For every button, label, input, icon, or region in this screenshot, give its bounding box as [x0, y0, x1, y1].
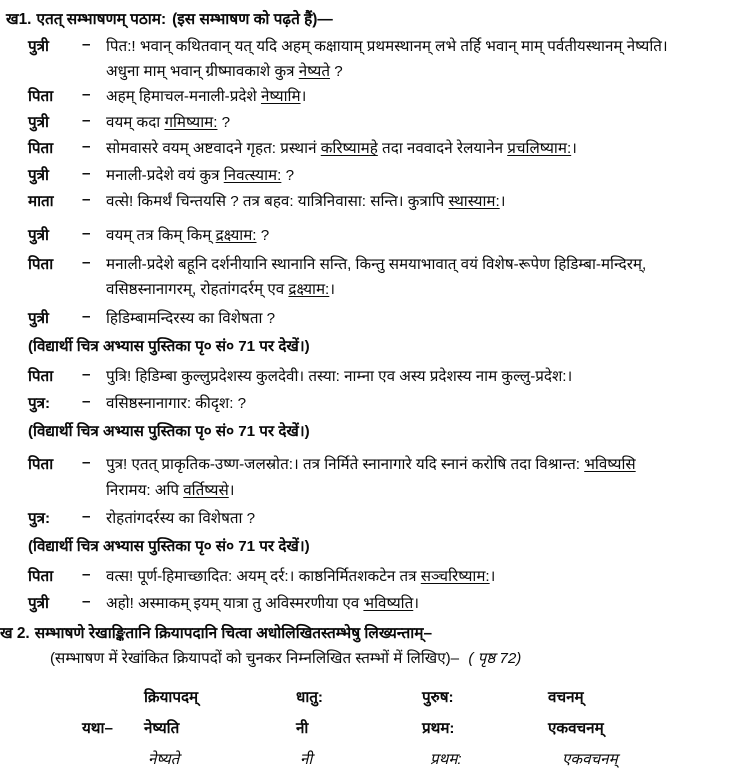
dialogue-text-continued	[6, 279, 335, 299]
speaker-label: पुत्र:	[28, 395, 51, 412]
example-label: यथा–	[82, 720, 113, 737]
verb-analysis-table	[60, 687, 722, 780]
dialogue-line	[6, 308, 733, 328]
speaker-dash: –	[82, 86, 91, 103]
underlined-verb: गमिष्याम:	[164, 114, 218, 131]
dialogue-text: हिडिम्बामन्दिरस्य का विशेषता ?	[106, 310, 276, 327]
dialogue-line	[6, 508, 733, 528]
speaker-label: पुत्री	[28, 38, 49, 55]
dialogue-text: अधुना माम् भवान् ग्रीष्मावकाशे कुत्र नेष्यते ?	[106, 63, 343, 80]
speaker-dash: –	[82, 112, 91, 129]
underlined-verb: प्रचलिष्याम:	[507, 140, 572, 157]
speaker-label: पिता	[28, 568, 54, 585]
underlined-verb: सञ्चरिष्याम:	[420, 568, 490, 585]
page-reference: ( पृष्ठ 72)	[468, 650, 522, 667]
cell-purusha: प्रथम:	[430, 751, 462, 768]
dialogue-text: वत्से! किमर्थं चिन्तयसि ? तत्र बहव: यात्रिनिवासा: सन्ति। कुत्रापि स्थास्याम:।	[106, 193, 506, 210]
speaker-label: पुत्री	[28, 167, 49, 184]
table-header-row	[82, 687, 722, 718]
dialogue-text: मनाली-प्रदेशे बहूनि दर्शनीयानि स्थानानि सन्ति, किन्तु समयाभावात् वयं विशेष-रूपेण हिडिम्बा-मन्दिरम्,	[106, 256, 647, 273]
dialogue-line	[6, 254, 733, 274]
dialogue-line	[6, 393, 733, 413]
underlined-verb: वर्तिष्यसे	[183, 482, 229, 499]
dialogue-text: वत्स! पूर्ण-हिमाच्छादित: अयम् दर्र:। काष्ठनिर्मितशकटेन तत्र सञ्चरिष्याम:।	[106, 568, 496, 585]
cell-kriyapadam: नेष्यते	[148, 751, 180, 768]
dialogue-line	[6, 112, 733, 132]
exercise1-number: ख1.	[6, 11, 32, 28]
dialogue-text: वयम् तत्र किम् किम् द्रक्ष्याम: ?	[106, 227, 270, 244]
dialogue-line	[6, 86, 733, 106]
cell-dhatu: नी	[300, 751, 313, 768]
dialogue-text-continued	[6, 61, 343, 81]
underlined-verb: नेष्यामि	[260, 88, 301, 105]
exercise1-prompt-hindi: (इस सम्भाषण को पढ़ते हैं)—	[172, 11, 333, 28]
workbook-note: (विद्यार्थी चित्र अभ्यास पुस्तिका पृ० सं० 71 पर देखें।)	[28, 423, 310, 440]
underlined-verb: निवत्स्याम:	[223, 167, 282, 184]
dialogue-line	[6, 138, 733, 158]
exercise2-number: ख 2.	[0, 625, 30, 642]
speaker-label: पुत्र:	[28, 510, 51, 527]
column-header-kriyapadam: क्रियापदम्	[144, 689, 199, 706]
dialogue-line	[6, 165, 733, 185]
dialogue-text: पुत्रि! हिडिम्बा कुल्लुप्रदेशस्य कुलदेवी। तस्या: नाम्ना एव अस्य प्रदेशस्य नाम कुल्लु-प्रदेश:।	[106, 368, 573, 385]
column-header-purusha: पुरुष:	[422, 689, 454, 706]
dialogue-text: वसिष्ठस्नानागरम्, रोहतांगदर्रम् एव द्रक्ष्याम:।	[106, 281, 336, 298]
exercise2-heading	[0, 622, 432, 643]
underlined-verb: भविष्यति	[363, 595, 414, 612]
dialogue-line	[6, 36, 733, 56]
speaker-label: पिता	[28, 88, 54, 105]
column-header-vachanam: वचनम्	[548, 689, 584, 706]
speaker-dash: –	[82, 225, 91, 242]
exercise2-prompt-hindi: (सम्भाषण में रेखांकित क्रियापदों को चुनकर निम्नलिखित स्तम्भों में लिखिए)–	[50, 650, 460, 667]
speaker-dash: –	[82, 165, 91, 182]
speaker-dash: –	[82, 593, 91, 610]
workbook-note: (विद्यार्थी चित्र अभ्यास पुस्तिका पृ० सं० 71 पर देखें।)	[28, 538, 310, 555]
dialogue-text: वसिष्ठस्नानागार: कीदृश: ?	[106, 395, 247, 412]
underlined-verb: स्थास्याम:	[448, 193, 500, 210]
speaker-label: पुत्री	[28, 227, 49, 244]
speaker-label: पुत्री	[28, 310, 49, 327]
table-row	[82, 749, 722, 780]
dialogue-text: निरामय: अपि वर्तिष्यसे।	[106, 482, 235, 499]
dialogue-line	[6, 366, 733, 386]
underlined-verb: द्रक्ष्याम:	[288, 281, 330, 298]
speaker-dash: –	[82, 393, 91, 410]
dialogue-text: वयम् कदा गमिष्याम: ?	[106, 114, 231, 131]
dialogue-line	[6, 225, 733, 245]
exercise2-subinstruction	[0, 648, 521, 668]
exercise1-heading	[6, 8, 333, 29]
table-row	[82, 718, 722, 749]
speaker-dash: –	[82, 366, 91, 383]
underlined-verb: करिष्यामहे	[320, 140, 378, 157]
speaker-dash: –	[82, 508, 91, 525]
dialogue-text-continued	[6, 480, 235, 500]
underlined-verb: भविष्यसि	[584, 456, 636, 473]
cell-kriyapadam: नेष्यति	[144, 720, 180, 737]
speaker-label: पिता	[28, 256, 54, 273]
speaker-dash: –	[82, 454, 91, 471]
speaker-dash: –	[82, 36, 91, 53]
dialogue-line	[6, 593, 733, 613]
dialogue-text: अहम् हिमाचल-मनाली-प्रदेशे नेष्यामि।	[106, 88, 307, 105]
dialogue-text: सोमवासरे वयम् अष्टवादने गृहत: प्रस्थानं करिष्यामहे तदा नववादने रेलयानेन प्रचलिष्याम:।	[106, 140, 577, 157]
dialogue-text: अहो! अस्माकम् इयम् यात्रा तु अविस्मरणीया एव भविष्यति।	[106, 595, 420, 612]
speaker-label: पुत्री	[28, 595, 49, 612]
speaker-label: पिता	[28, 140, 54, 157]
speaker-label: पुत्री	[28, 114, 49, 131]
cell-dhatu: नी	[296, 720, 309, 737]
speaker-label: माता	[28, 193, 54, 210]
dialogue-text: मनाली-प्रदेशे वयं कुत्र निवत्स्याम: ?	[106, 167, 295, 184]
dialogue-text: रोहतांगदर्रस्य का विशेषता ?	[106, 510, 256, 527]
speaker-dash: –	[82, 566, 91, 583]
underlined-verb: द्रक्ष्याम:	[215, 227, 257, 244]
speaker-dash: –	[82, 191, 91, 208]
exercise1-prompt-sanskrit: एतत् सम्भाषणम् पठाम:	[36, 11, 167, 28]
speaker-dash: –	[82, 254, 91, 271]
dialogue-line	[6, 454, 733, 474]
dialogue-text: पुत्र! एतत् प्राकृतिक-उष्ण-जलस्रोत:। तत्र निर्मिते स्नानागारे यदि स्नानं करोषि तदा विश्रान्त: भविष्यसि	[106, 456, 636, 473]
speaker-dash: –	[82, 138, 91, 155]
cell-vachanam: एकवचनम्	[562, 751, 618, 768]
dialogue-line	[6, 566, 733, 586]
speaker-label: पिता	[28, 368, 54, 385]
exercise2-prompt-sanskrit: सम्भाषणे रेखाङ्कितानि क्रियापदानि चित्वा अधोलिखितस्तम्भेषु लिख्यन्ताम्–	[34, 625, 433, 642]
cell-purusha: प्रथम:	[422, 720, 455, 737]
cell-vachanam: एकवचनम्	[548, 720, 604, 737]
speaker-label: पिता	[28, 456, 54, 473]
dialogue-text: पित:! भवान् कथितवान् यत् यदि अहम् कक्षायाम् प्रथमस्थानम् लभे तर्हि भवान् माम् पर्वतीयस्थानम् नेष्यति।	[106, 38, 668, 55]
underlined-verb: नेष्यते	[298, 63, 331, 80]
speaker-dash: –	[82, 308, 91, 325]
workbook-note: (विद्यार्थी चित्र अभ्यास पुस्तिका पृ० सं० 71 पर देखें।)	[28, 338, 310, 355]
dialogue-line	[6, 191, 733, 211]
column-header-dhatu: धातु:	[296, 689, 323, 706]
